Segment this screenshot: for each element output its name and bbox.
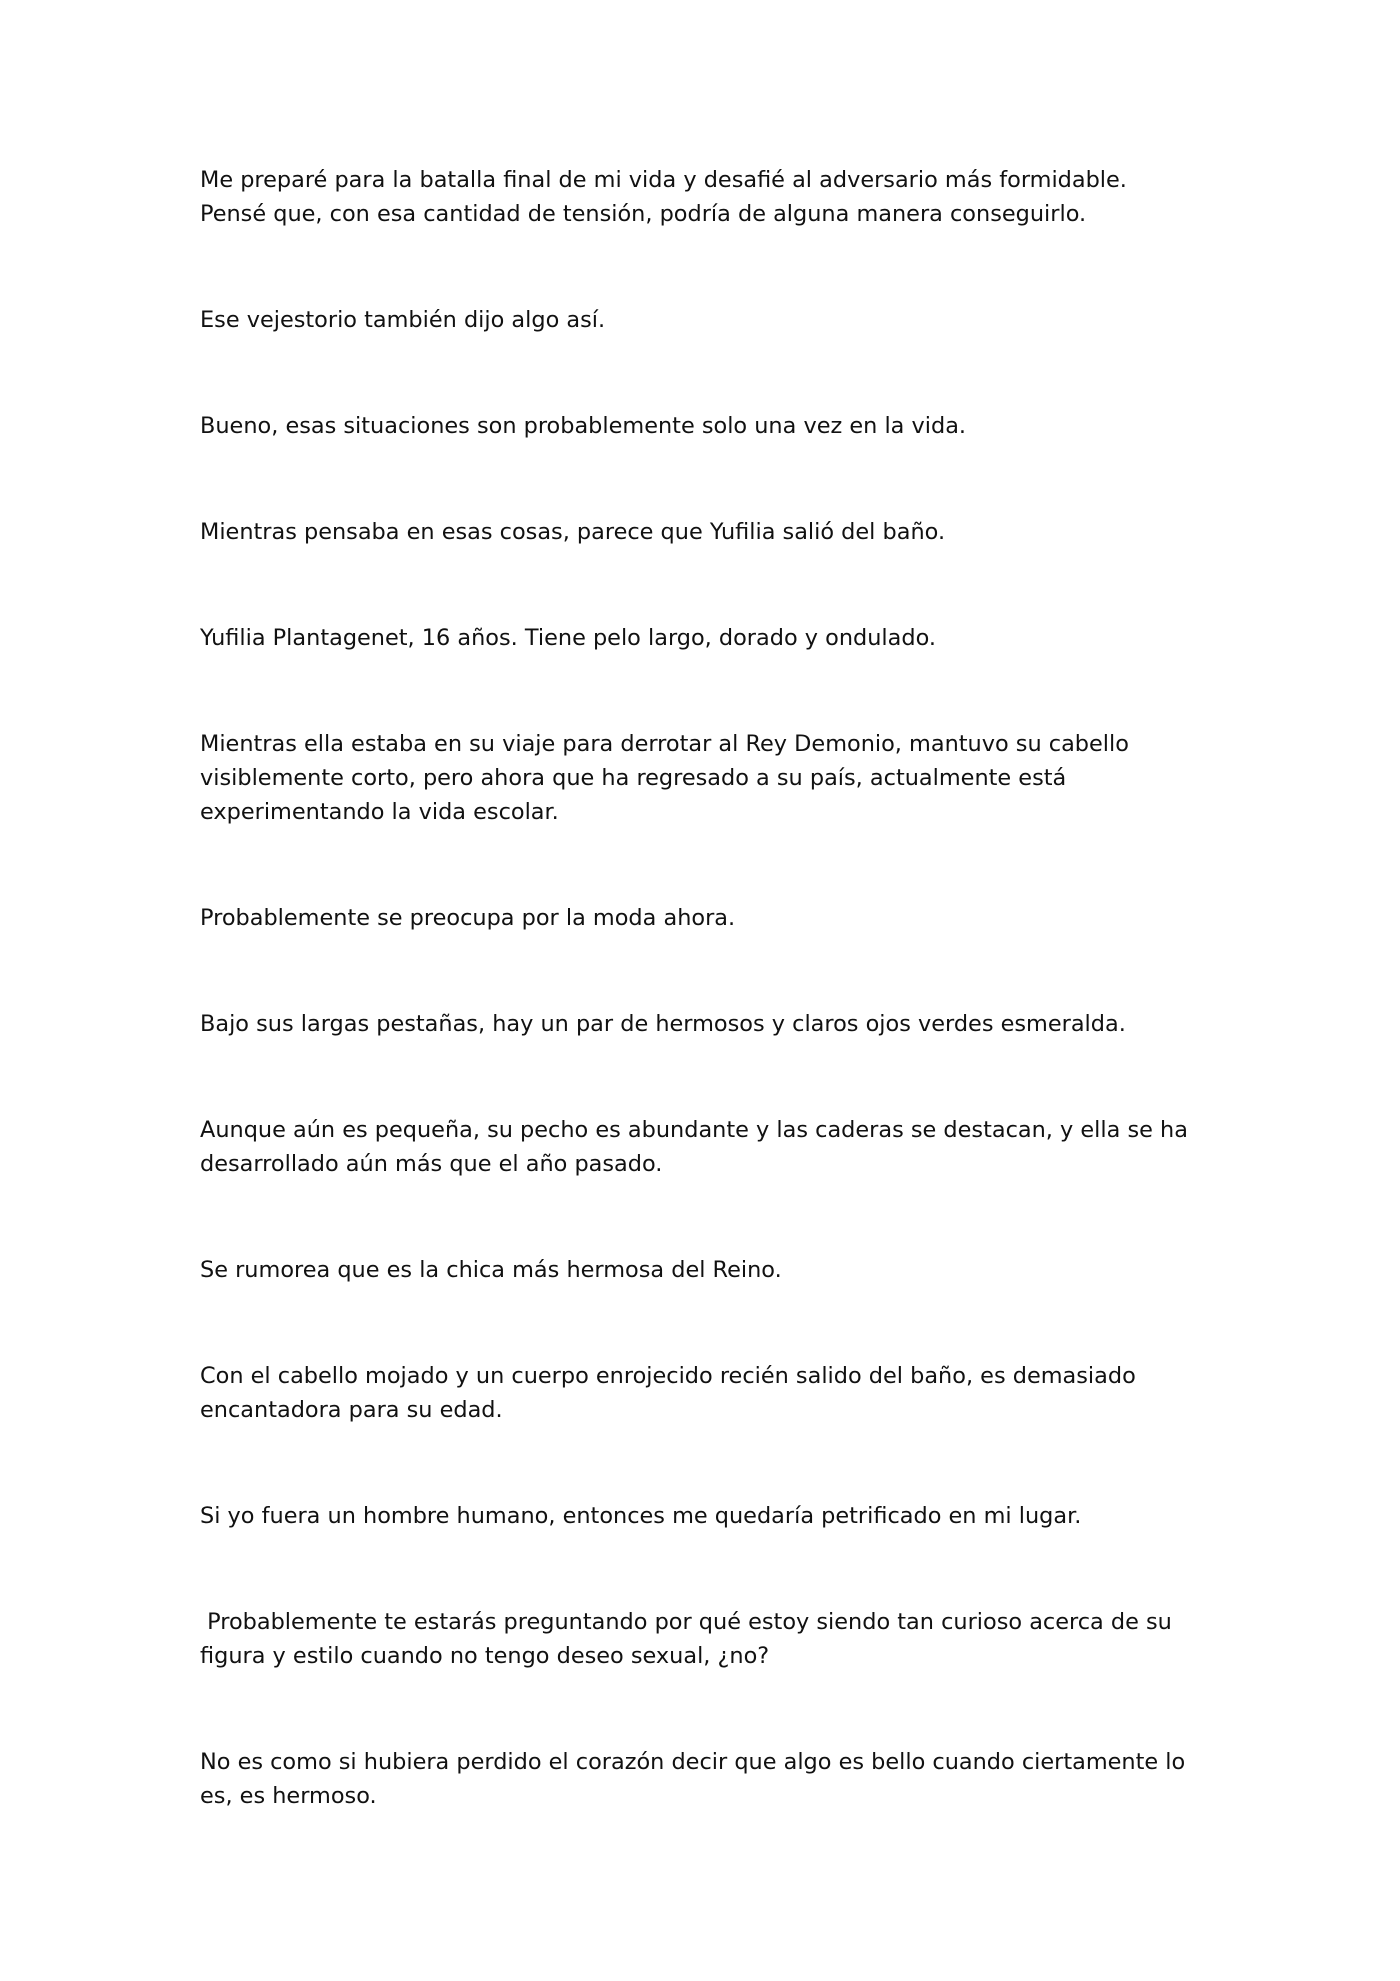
paragraph: Si yo fuera un hombre humano, entonces me quedaría petrificado en mi lugar. [200,1503,1082,1529]
paragraph: Mientras ella estaba en su viaje para derrotar al Rey Demonio, mantuvo su cabello visiblemente corto, pero ahora que ha regresado a su país, actualmente está experimentando la vida escolar. [200,731,1129,825]
paragraph: Mientras pensaba en esas cosas, parece que Yufilia salió del baño. [200,519,946,545]
paragraph: Me preparé para la batalla final de mi vida y desafié al adversario más formidable. Pensé que, con esa cantidad de tensión, podría de alguna manera conseguirlo. [200,167,1127,227]
paragraph: Se rumorea que es la chica más hermosa del Reino. [200,1257,782,1283]
paragraph: Probablemente se preocupa por la moda ahora. [200,905,736,931]
paragraph: Yufilia Plantagenet, 16 años. Tiene pelo largo, dorado y ondulado. [200,625,937,651]
paragraph: Bajo sus largas pestañas, hay un par de hermosos y claros ojos verdes esmeralda. [200,1011,1126,1037]
paragraph: Aunque aún es pequeña, su pecho es abundante y las caderas se destacan, y ella se ha desarrollado aún más que el año pasado. [200,1117,1188,1177]
paragraph: Con el cabello mojado y un cuerpo enrojecido recién salido del baño, es demasiado encantadora para su edad. [200,1363,1136,1423]
paragraph: Ese vejestorio también dijo algo así. [200,307,606,333]
paragraph: No es como si hubiera perdido el corazón decir que algo es bello cuando ciertamente lo es, es hermoso. [200,1749,1186,1809]
document-body [200,163,1200,1813]
paragraph: Probablemente te estarás preguntando por qué estoy siendo tan curioso acerca de su figura y estilo cuando no tengo deseo sexual, ¿no? [200,1609,1179,1669]
paragraph: Bueno, esas situaciones son probablemente solo una vez en la vida. [200,413,967,439]
